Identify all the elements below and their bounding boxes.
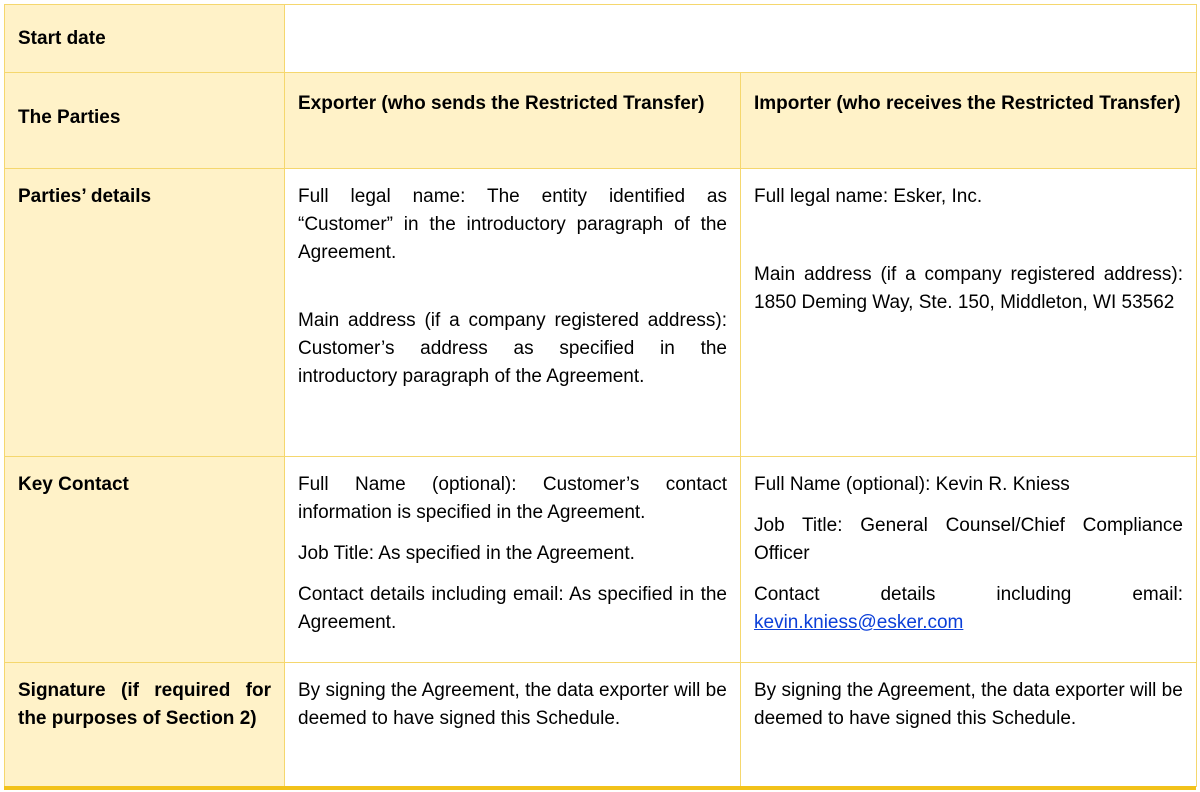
importer-signature-text: By signing the Agreement, the data exporter will be deemed to have signed this Schedule. bbox=[741, 663, 1197, 787]
importer-contact-cell bbox=[741, 457, 1197, 663]
table-bottom-rule bbox=[4, 786, 1196, 790]
exporter-legal-name: Full legal name: The entity identified as “Customer” in the introductory paragraph of the Agreement. bbox=[298, 186, 727, 263]
parties-label: The Parties bbox=[5, 73, 285, 169]
signature-label: Signature (if required for the purposes of Section 2) bbox=[5, 663, 285, 787]
parties-header-row bbox=[5, 73, 1197, 169]
importer-contact-details-label: Contact details including email: bbox=[754, 584, 1183, 605]
exporter-signature-text: By signing the Agreement, the data exporter will be deemed to have signed this Schedule. bbox=[285, 663, 741, 787]
key-contact-label: Key Contact bbox=[5, 457, 285, 663]
exporter-contact-cell bbox=[285, 457, 741, 663]
start-date-label: Start date bbox=[5, 5, 285, 73]
importer-details-cell bbox=[741, 169, 1197, 457]
importer-main-address: Main address (if a company registered address): 1850 Deming Way, Ste. 150, Middleton, WI 53562 bbox=[754, 264, 1183, 313]
key-contact-row bbox=[5, 457, 1197, 663]
importer-job-title: Job Title: General Counsel/Chief Compliance Officer bbox=[754, 515, 1183, 564]
exporter-details-cell bbox=[285, 169, 741, 457]
exporter-main-address: Main address (if a company registered address): Customer’s address as specified in the introductory paragraph of the Agreement. bbox=[298, 310, 727, 387]
exporter-contact-details: Contact details including email: As specified in the Agreement. bbox=[298, 584, 727, 633]
importer-legal-name: Full legal name: Esker, Inc. bbox=[754, 186, 983, 207]
parties-table bbox=[4, 4, 1197, 787]
signature-row bbox=[5, 663, 1197, 787]
start-date-value bbox=[285, 5, 1197, 73]
importer-header: Importer (who receives the Restricted Transfer) bbox=[741, 73, 1197, 169]
exporter-header: Exporter (who sends the Restricted Transfer) bbox=[285, 73, 741, 169]
start-date-row bbox=[5, 5, 1197, 73]
parties-details-row bbox=[5, 169, 1197, 457]
exporter-contact-full-name: Full Name (optional): Customer’s contact information is specified in the Agreement. bbox=[298, 474, 727, 523]
parties-details-label: Parties’ details bbox=[5, 169, 285, 457]
exporter-job-title: Job Title: As specified in the Agreement. bbox=[298, 543, 635, 564]
importer-contact-full-name: Full Name (optional): Kevin R. Kniess bbox=[754, 474, 1070, 495]
importer-email-link[interactable]: kevin.kniess@esker.com bbox=[754, 612, 964, 633]
